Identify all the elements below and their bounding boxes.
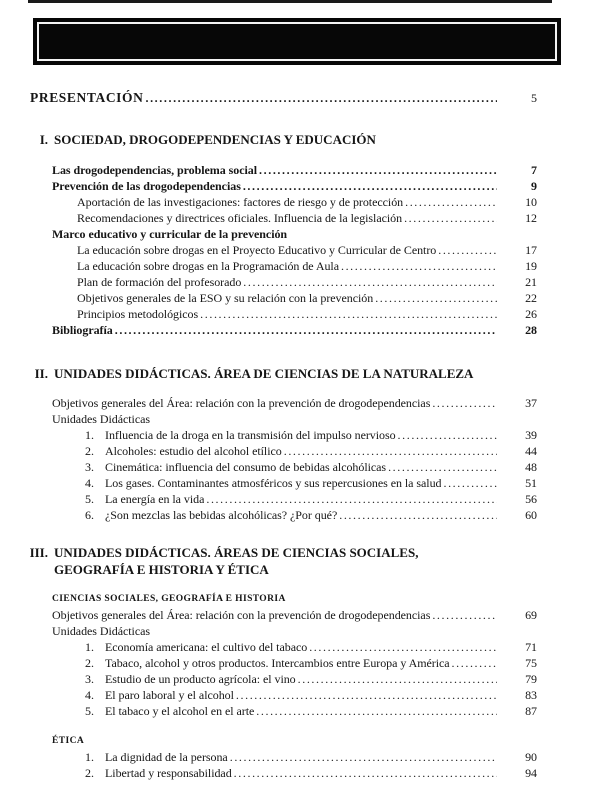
toc-entry xyxy=(52,671,537,687)
section-title xyxy=(54,132,537,149)
toc-entry xyxy=(52,322,537,338)
toc-entry xyxy=(52,733,537,749)
toc-section xyxy=(0,366,600,524)
toc-entry-label: Prevención de las drogodependencias xyxy=(52,178,241,193)
toc-entry-number: 1. xyxy=(85,640,94,654)
toc-entry-number: 1. xyxy=(85,428,94,442)
toc-entry-label: Principios metodológicos xyxy=(77,306,199,321)
toc-entry-label: Objetivos generales del Área: relación con la prevención de drogodependencias xyxy=(52,396,431,410)
dot-leader xyxy=(206,491,497,507)
toc-entry xyxy=(52,290,537,306)
page-number: 90 xyxy=(525,750,537,764)
header-banner xyxy=(33,18,561,65)
page-number: 12 xyxy=(525,210,537,225)
toc-entry xyxy=(52,607,537,623)
dot-leader xyxy=(200,306,497,322)
toc-entry-label: El paro laboral y el alcohol xyxy=(105,688,234,702)
dot-leader xyxy=(243,178,497,194)
toc-entry-label: PRESENTACIÓN xyxy=(30,90,144,105)
toc-entry-label: Los gases. Contaminantes atmosféricos y sus repercusiones en la salud xyxy=(105,476,442,490)
dot-leader xyxy=(236,687,497,703)
toc-entry-label: Tabaco, alcohol y otros productos. Intercambios entre Europa y América xyxy=(105,656,450,670)
toc-entry xyxy=(52,703,537,719)
page-number: 22 xyxy=(525,290,537,305)
page-number: 79 xyxy=(525,672,537,686)
page-number: 39 xyxy=(525,428,537,442)
page-number: 87 xyxy=(525,704,537,718)
toc-entry-label: Las drogodependencias, problema social xyxy=(52,162,258,177)
page-number: 56 xyxy=(525,492,537,506)
section-title xyxy=(54,366,537,383)
toc-entry xyxy=(52,306,537,322)
page-number: 21 xyxy=(525,274,537,289)
page-number: 10 xyxy=(525,194,537,209)
toc-entry-number: 4. xyxy=(85,688,94,702)
toc-entry xyxy=(52,639,537,655)
toc-section xyxy=(0,132,600,338)
page-number: 83 xyxy=(525,688,537,702)
toc-entry-number: 4. xyxy=(85,476,94,490)
dot-leader xyxy=(145,90,497,106)
toc-entry-number: 3. xyxy=(85,672,94,686)
page-number: 7 xyxy=(531,162,537,177)
dot-leader xyxy=(298,671,497,687)
section-heading xyxy=(28,132,537,149)
header-banner-inner-frame xyxy=(37,22,557,61)
toc-entry-label: Cinemática: influencia del consumo de bebidas alcohólicas xyxy=(105,460,387,474)
toc-entry xyxy=(52,687,537,703)
page-number: 75 xyxy=(525,656,537,670)
toc-entry-label: La dignidad de la persona xyxy=(105,750,228,764)
section-entries xyxy=(0,395,600,523)
toc-entry-label: La energía en la vida xyxy=(105,492,205,506)
scan-top-edge-artifact xyxy=(28,0,552,3)
toc-entry xyxy=(52,226,537,242)
toc-entry-label: Recomendaciones y directrices oficiales. Influencia de la legislación xyxy=(77,210,403,225)
section-title-line: SOCIEDAD, DROGODEPENDENCIAS Y EDUCACIÓN xyxy=(54,132,376,147)
toc-entry xyxy=(52,655,537,671)
toc-sections xyxy=(0,132,600,781)
toc-entry-label: Aportación de las investigaciones: factores de riesgo y de protección xyxy=(77,194,404,209)
page-number: 19 xyxy=(525,258,537,273)
dot-leader xyxy=(452,655,497,671)
toc-entry-label: Influencia de la droga en la transmisión del impulso nervioso xyxy=(105,428,396,442)
toc-entry-label: Unidades Didácticas xyxy=(52,412,151,426)
page-number: 51 xyxy=(525,476,537,490)
toc-entry-label: Economía americana: el cultivo del tabaco xyxy=(105,640,308,654)
toc-entry-label: La educación sobre drogas en la Programación de Aula xyxy=(77,258,339,273)
section-heading xyxy=(28,366,537,383)
dot-leader xyxy=(115,322,497,338)
toc-entry xyxy=(52,411,537,427)
toc-entry-number: 2. xyxy=(85,656,94,670)
dot-leader xyxy=(404,210,497,226)
dot-leader xyxy=(398,427,497,443)
page-number: 48 xyxy=(525,460,537,474)
section-heading xyxy=(28,545,537,578)
toc-entry-label: Estudio de un producto agrícola: el vino xyxy=(105,672,296,686)
toc-entry-label: Libertad y responsabilidad xyxy=(105,766,232,780)
section-numeral: III. xyxy=(29,545,48,560)
dot-leader xyxy=(438,242,497,258)
toc-entry xyxy=(52,507,537,523)
toc-entry-label: Objetivos generales de la ESO y su relación con la prevención xyxy=(77,290,374,305)
toc-entry-label: Plan de formación del profesorado xyxy=(77,274,242,289)
toc-entry-label: La educación sobre drogas en el Proyecto Educativo y Curricular de Centro xyxy=(77,242,437,257)
toc-entry-number: 2. xyxy=(85,766,94,780)
toc-entry xyxy=(52,749,537,765)
toc-entry-label: Objetivos generales del Área: relación con la prevención de drogodependencias xyxy=(52,608,431,622)
toc-entry xyxy=(52,242,537,258)
toc-entry-label: Alcoholes: estudio del alcohol etílico xyxy=(105,444,282,458)
page-number: 37 xyxy=(525,396,537,410)
toc-entry xyxy=(52,491,537,507)
section-entries xyxy=(0,591,600,781)
dot-leader xyxy=(405,194,497,210)
dot-leader xyxy=(284,443,497,459)
dot-leader xyxy=(341,258,497,274)
toc-entry xyxy=(52,765,537,781)
page-number: 28 xyxy=(525,322,537,337)
toc-entry xyxy=(52,194,537,210)
dot-leader xyxy=(234,765,497,781)
section-numeral: I. xyxy=(39,132,48,147)
toc-section xyxy=(0,545,600,781)
page-number: 5 xyxy=(531,91,537,105)
toc-entry-number: 1. xyxy=(85,750,94,764)
dot-leader xyxy=(243,274,497,290)
page-number: 94 xyxy=(525,766,537,780)
dot-leader xyxy=(443,475,497,491)
toc-entry-label: Unidades Didácticas xyxy=(52,624,151,638)
page-number: 69 xyxy=(525,608,537,622)
toc-entry-number: 5. xyxy=(85,492,94,506)
toc-entry xyxy=(52,162,537,178)
toc-entry xyxy=(52,210,537,226)
dot-leader xyxy=(230,749,497,765)
dot-leader xyxy=(432,395,497,411)
dot-leader xyxy=(432,607,497,623)
toc-entry-label: ¿Son mezclas las bebidas alcohólicas? ¿Por qué? xyxy=(105,508,338,522)
section-numeral: II. xyxy=(34,365,48,381)
toc-entry xyxy=(52,459,537,475)
page-number: 9 xyxy=(531,178,537,193)
toc-entry-label: Marco educativo y curricular de la prevención xyxy=(52,226,288,241)
toc-entry xyxy=(52,623,537,639)
toc-entry xyxy=(52,591,537,607)
page-number: 60 xyxy=(525,508,537,522)
section-title xyxy=(54,545,537,578)
toc-entry-number: 5. xyxy=(85,704,94,718)
toc-entry xyxy=(52,258,537,274)
page-number: 17 xyxy=(525,242,537,257)
toc-entry-number: 3. xyxy=(85,460,94,474)
page-number: 44 xyxy=(525,444,537,458)
page-number: 26 xyxy=(525,306,537,321)
section-title-line: GEOGRAFÍA E HISTORIA Y ÉTICA xyxy=(54,561,269,577)
toc-entry xyxy=(52,395,537,411)
toc-entry-number: 2. xyxy=(85,444,94,458)
dot-leader xyxy=(375,290,497,306)
dot-leader xyxy=(339,507,497,523)
toc-entry-label: Bibliografía xyxy=(52,322,113,337)
toc-entry xyxy=(52,274,537,290)
toc-entry-label: ÉTICA xyxy=(52,736,85,746)
toc-entry xyxy=(52,427,537,443)
dot-leader xyxy=(256,703,497,719)
dot-leader xyxy=(388,459,497,475)
page-number: 71 xyxy=(525,640,537,654)
toc-entry-label: CIENCIAS SOCIALES, GEOGRAFÍA E HISTORIA xyxy=(52,594,286,604)
section-title-line: UNIDADES DIDÁCTICAS. ÁREAS DE CIENCIAS SOCIALES, xyxy=(54,545,419,560)
dot-leader xyxy=(259,162,497,178)
table-of-contents xyxy=(0,90,600,781)
section-entries xyxy=(0,162,600,338)
section-title-line: UNIDADES DIDÁCTICAS. ÁREA DE CIENCIAS DE LA NATURALEZA xyxy=(54,365,474,381)
toc-entry-presentacion xyxy=(30,90,537,106)
toc-entry-label: El tabaco y el alcohol en el arte xyxy=(105,704,255,718)
toc-entry xyxy=(52,443,537,459)
toc-entry xyxy=(52,178,537,194)
toc-entry-number: 6. xyxy=(85,508,94,522)
toc-entry xyxy=(52,475,537,491)
dot-leader xyxy=(309,639,497,655)
